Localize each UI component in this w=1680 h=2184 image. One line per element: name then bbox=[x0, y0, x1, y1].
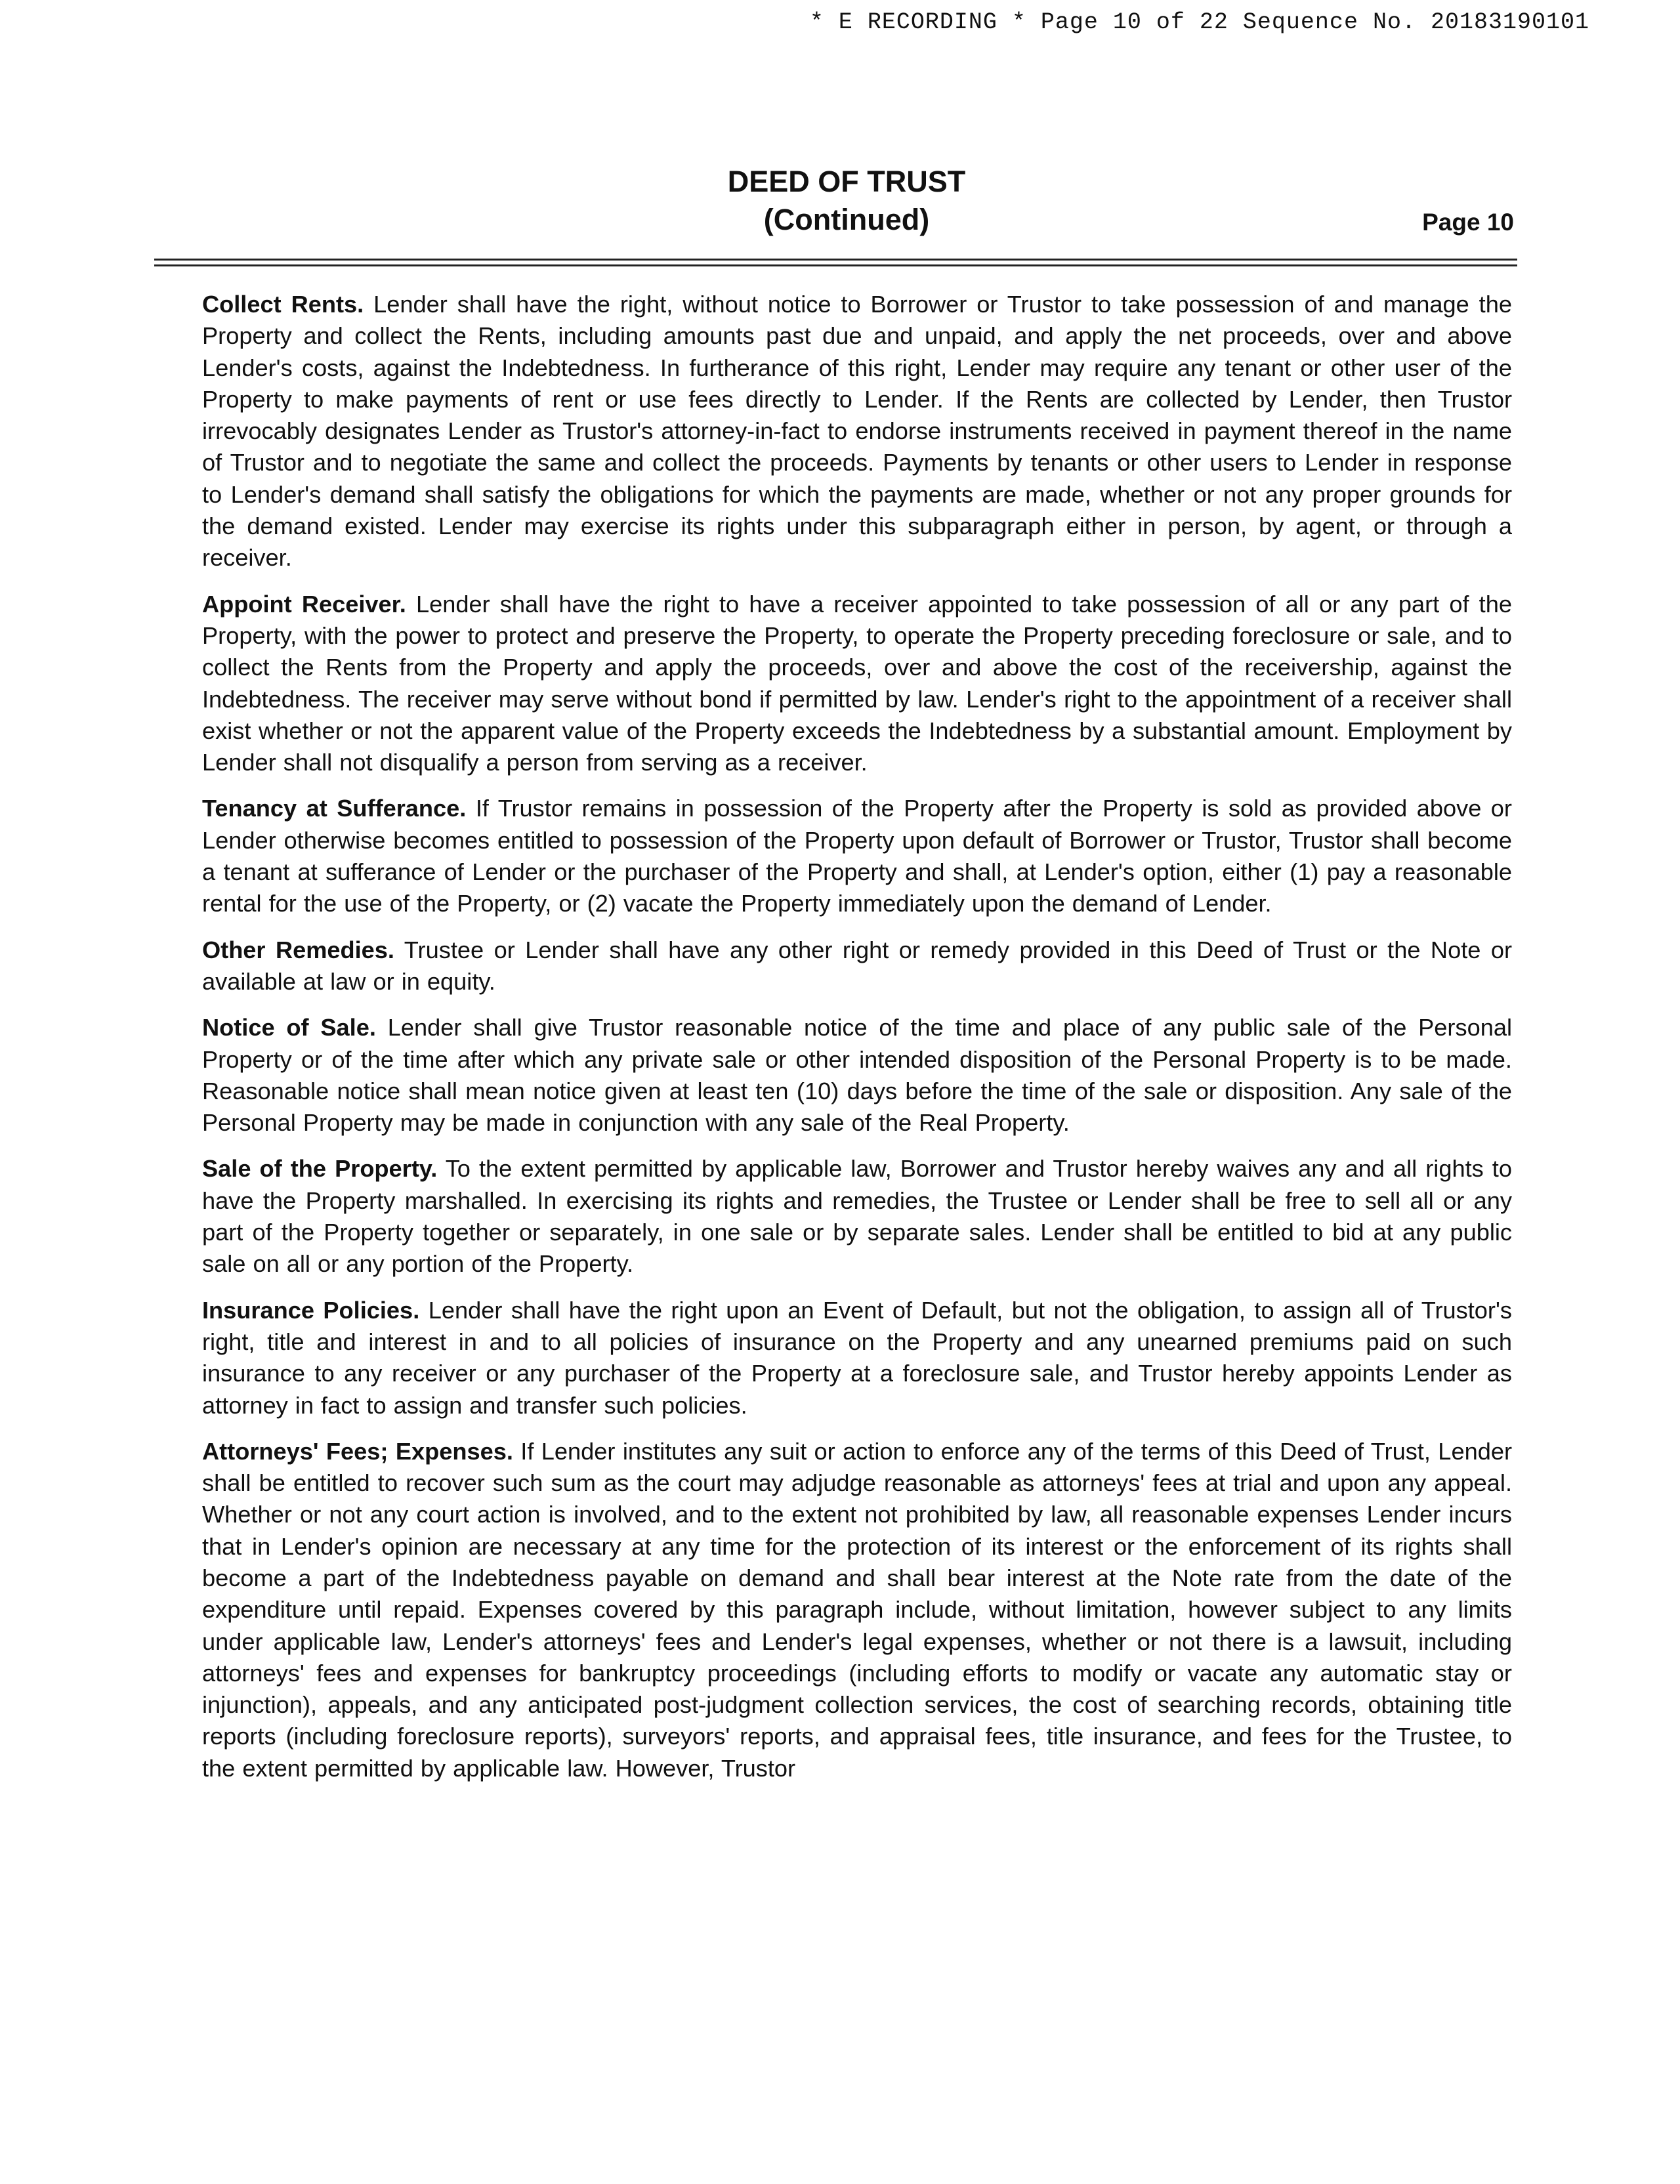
paragraph-heading: Appoint Receiver. bbox=[202, 590, 406, 618]
header-divider-top bbox=[154, 259, 1517, 261]
document-title: DEED OF TRUST bbox=[727, 165, 966, 198]
paragraph-other-remedies bbox=[202, 934, 1512, 998]
paragraph-heading: Insurance Policies. bbox=[202, 1296, 420, 1324]
document-subtitle: (Continued) bbox=[763, 203, 930, 236]
paragraph-tenancy-at-sufferance bbox=[202, 793, 1512, 919]
paragraph-text: Lender shall have the right, without notice to Borrower or Trustor to take possession of and manage the Property and collect the Rents, including amounts past due and unpaid, and apply the net proceeds, over and above Lender's costs, against the Indebtedness. In furtherance of this right, Lender may require any tenant or other user of the Property to make payments of rent or use fees directly to Lender. If the Rents are collected by Lender, then Trustor irrevocably designates Lender as Trustor's attorney-in-fact to endorse instruments received in payment thereof in the name of Trustor and to negotiate the same and collect the proceeds. Payments by tenants or other users to Lender in response to Lender's demand shall satisfy the obligations for which the payments are made, whether or not any proper grounds for the demand existed. Lender may exercise its rights under this subparagraph either in person, by agent, or through a receiver. bbox=[202, 291, 1512, 572]
paragraph-heading: Notice of Sale. bbox=[202, 1014, 376, 1041]
paragraph-notice-of-sale bbox=[202, 1012, 1512, 1139]
page-number: Page 10 bbox=[1422, 209, 1514, 236]
paragraph-text: To the extent permitted by applicable law, Borrower and Trustor hereby waives any and all rights to have the Property marshalled. In exercising its rights and remedies, the Trustee or Lender shall be free to sell all or any part of the Property together or separately, in one sale or by separate sales. Lender shall be entitled to bid at any public sale on all or any portion of the Property. bbox=[202, 1155, 1512, 1278]
recording-header: * E RECORDING * Page 10 of 22 Sequence No. 20183190101 bbox=[809, 9, 1589, 35]
paragraph-text: If Lender institutes any suit or action to enforce any of the terms of this Deed of Trust, Lender shall be entitled to recover such sum as the court may adjudge reasonable as attorneys' fees at trial and upon any appeal. Whether or not any court action is involved, and to the extent not prohibited by law, all reasonable expenses Lender incurs that in Lender's opinion are necessary at any time for the protection of its interest or the enforcement of its rights shall become a part of the Indebtedness payable on demand and shall bear interest at the Note rate from the date of the expenditure until repaid. Expenses covered by this paragraph include, without limitation, however subject to any limits under applicable law, Lender's attorneys' fees and Lender's legal expenses, whether or not there is a lawsuit, including attorneys' fees and expenses for bankruptcy proceedings (including efforts to modify or vacate any automatic stay or injunction), appeals, and any anticipated post-judgment collection services, the cost of searching records, obtaining title reports (including foreclosure reports), surveyors' reports, and appraisal fees, title insurance, and fees for the Trustee, to the extent permitted by applicable law. However, Trustor bbox=[202, 1437, 1512, 1782]
paragraph-text: Lender shall have the right to have a receiver appointed to take possession of all or any part of the Property, with the power to protect and preserve the Property, to operate the Property preceding foreclosure or sale, and to collect the Rents from the Property and apply the proceeds, over and above the cost of the receivership, against the Indebtedness. The receiver may serve without bond if permitted by law. Lender's right to the appointment of a receiver shall exist whether or not the apparent value of the Property exceeds the Indebtedness by a substantial amount. Employment by Lender shall not disqualify a person from serving as a receiver. bbox=[202, 590, 1512, 776]
paragraph-text: Lender shall have the right upon an Event of Default, but not the obligation, to assign all of Trustor's right, title and interest in and to all policies of insurance on the Property and any unearned premiums paid on such insurance to any receiver or any purchaser of the Property at a foreclosure sale, and Trustor hereby appoints Lender as attorney in fact to assign and transfer such policies. bbox=[202, 1296, 1512, 1419]
paragraph-text: Lender shall give Trustor reasonable notice of the time and place of any public sale of the Personal Property or of the time after which any private sale or other intended disposition of the Personal Property is to be made. Reasonable notice shall mean notice given at least ten (10) days before the time of the sale or disposition. Any sale of the Personal Property may be made in conjunction with any sale of the Real Property. bbox=[202, 1014, 1512, 1137]
document-body bbox=[202, 289, 1512, 1799]
paragraph-insurance-policies bbox=[202, 1295, 1512, 1421]
header-divider-bottom bbox=[154, 264, 1517, 266]
paragraph-text: If Trustor remains in possession of the Property after the Property is sold as provided above or Lender otherwise becomes entitled to possession of the Property upon default of Borrower or Trustor, Trustor shall become a tenant at sufferance of Lender or the purchaser of the Property and shall, at Lender's option, either (1) pay a reasonable rental for the use of the Property, or (2) vacate the Property immediately upon the demand of Lender. bbox=[202, 795, 1512, 917]
paragraph-heading: Collect Rents. bbox=[202, 291, 364, 318]
paragraph-collect-rents bbox=[202, 289, 1512, 574]
paragraph-appoint-receiver bbox=[202, 589, 1512, 779]
paragraph-heading: Sale of the Property. bbox=[202, 1155, 438, 1183]
paragraph-text: Trustee or Lender shall have any other right or remedy provided in this Deed of Trust or the Note or available at law or in equity. bbox=[202, 936, 1512, 995]
paragraph-heading: Other Remedies. bbox=[202, 936, 394, 963]
paragraph-attorneys-fees-expenses bbox=[202, 1436, 1512, 1784]
paragraph-sale-of-the-property bbox=[202, 1153, 1512, 1280]
paragraph-heading: Attorneys' Fees; Expenses. bbox=[202, 1437, 513, 1465]
paragraph-heading: Tenancy at Sufferance. bbox=[202, 795, 467, 822]
